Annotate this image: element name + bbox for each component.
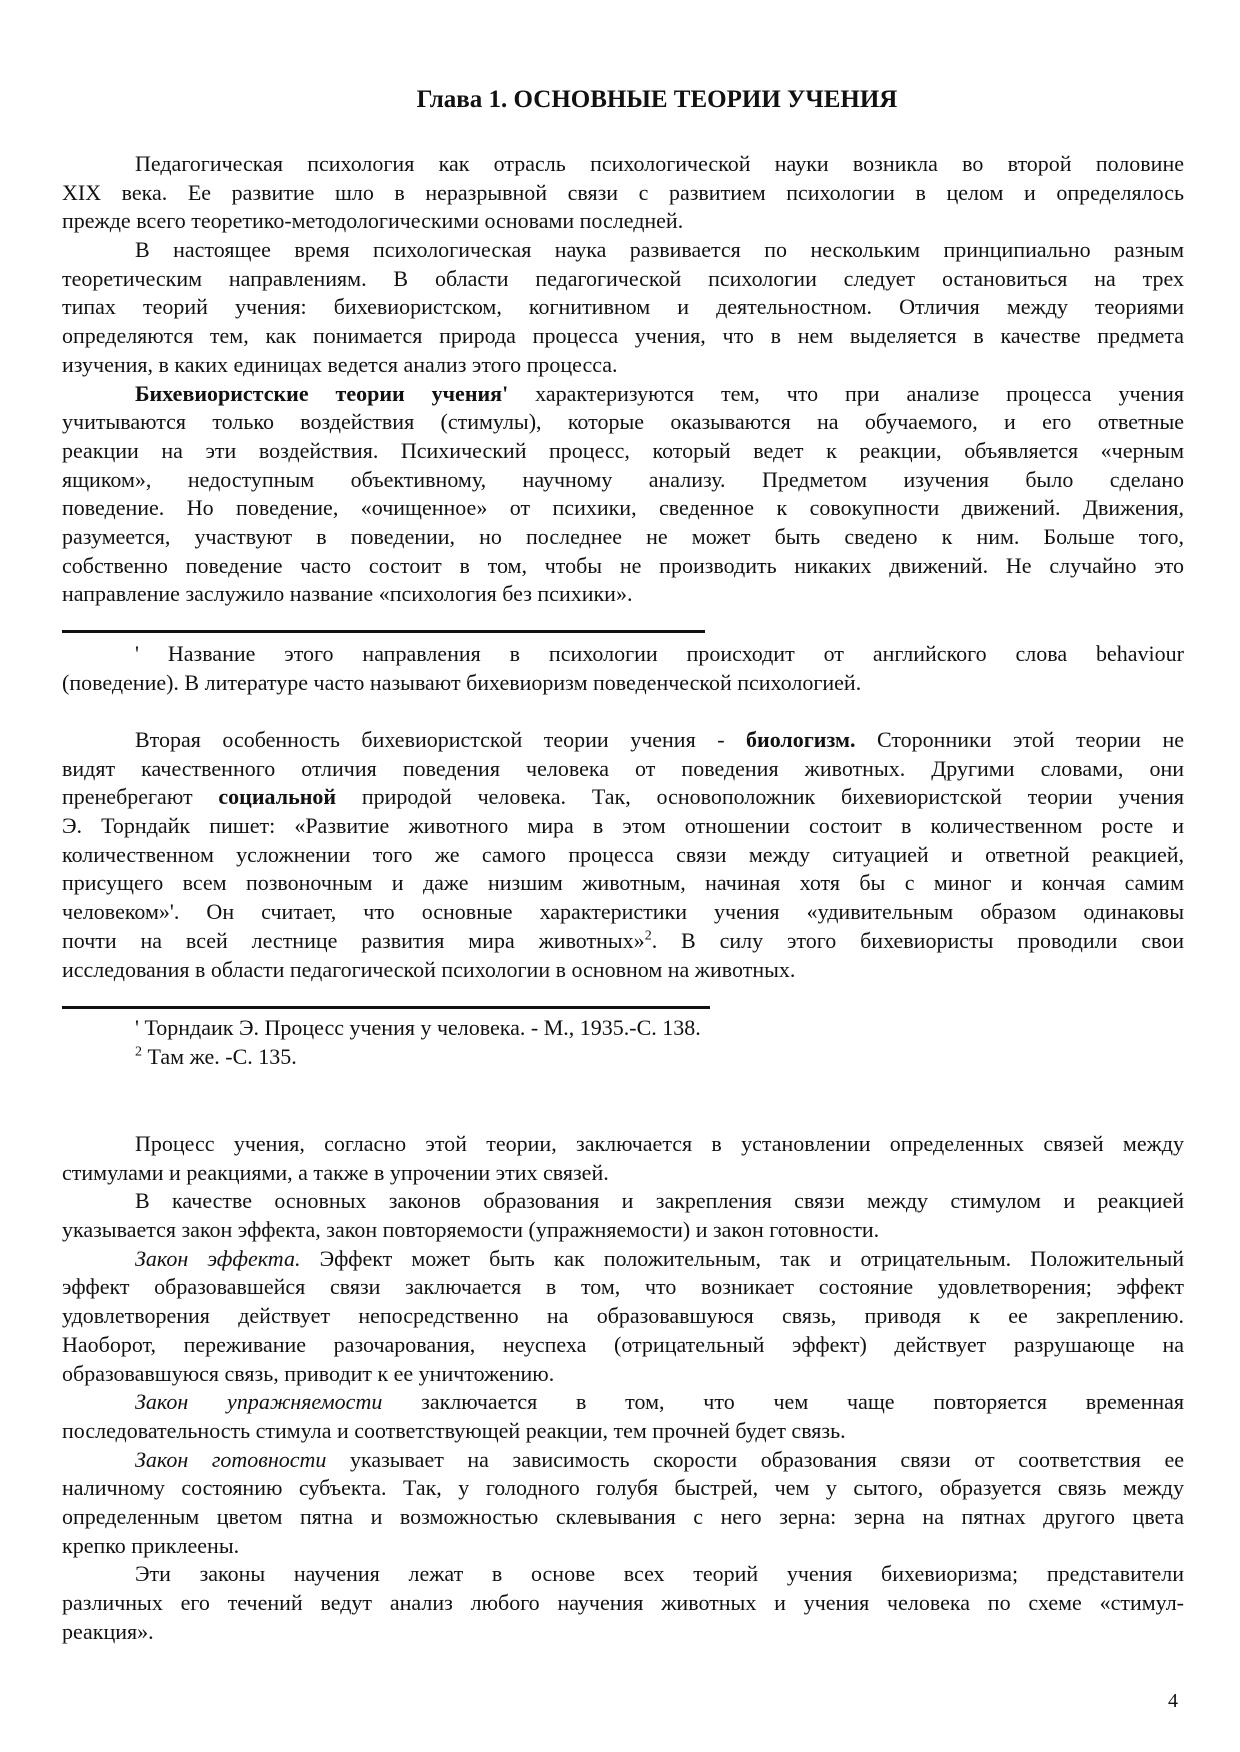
text-line [62, 351, 1184, 380]
text-line [62, 494, 1184, 523]
text-run: Вторая особенность бихевиористской теории учения - [135, 727, 747, 752]
chapter-title: Глава 1. ОСНОВНЫЕ ТЕОРИИ УЧЕНИЯ [416, 86, 898, 113]
text-line [62, 523, 1184, 552]
text-run: крепко приклеены. [62, 1532, 240, 1558]
text-line [62, 927, 1184, 956]
text-run: характеризуются тем, что при анализе процесса учения [508, 380, 1184, 406]
text-run: реакция». [62, 1618, 154, 1644]
italic-term: Закон упражняемости [135, 1389, 383, 1415]
text-run: . В силу этого бихевиористы проводили свои [651, 927, 1184, 953]
footnotes-2 [62, 1014, 1184, 1071]
text-run: Там же. -С. 135. [142, 1043, 297, 1069]
body-section-1 [62, 150, 1184, 609]
text-line [62, 1560, 1184, 1589]
text-line [62, 669, 1184, 698]
text-line [62, 380, 1184, 409]
text-line [62, 1474, 1184, 1503]
text-line [62, 466, 1184, 495]
text-run: присущего всем позвоночным и даже низшим животным, начиная хотя бы с миног и кончая самим [62, 870, 1184, 896]
text-line [62, 726, 1184, 755]
text-line [62, 783, 1184, 812]
text-line [62, 1331, 1184, 1360]
page-number: 4 [1168, 1690, 1178, 1712]
text-line [62, 179, 1184, 208]
text-run: Наоборот, переживание разочарования, неуспеха (отрицательный эффект) действует разрушающе на [62, 1331, 1184, 1357]
text-line [62, 1417, 1184, 1446]
italic-term: Закон готовности [135, 1446, 327, 1472]
text-run: человеком»'. Он считает, что основные характеристики учения «удивительным образом одинаковы [62, 899, 1184, 925]
text-line [62, 1360, 1184, 1389]
text-line [62, 1245, 1184, 1274]
text-line [62, 1589, 1184, 1618]
text-run: собственно поведение часто состоит в том, чтобы не производить никаких движений. Не случайно это [62, 552, 1184, 578]
text-line [62, 1618, 1184, 1647]
text-run: указывается закон эффекта, закон повторяемости (упражняемости) и закон готовности. [62, 1217, 880, 1243]
text-run: указывает на зависимость скорости образования связи от соответствия ее [326, 1446, 1184, 1472]
text-run: пренебрегают [62, 784, 219, 810]
text-line [62, 1446, 1184, 1475]
footnote-marker: 2 [644, 928, 652, 944]
text-run: поведение. Но поведение, «очищенное» от психики, сведенное к совокупности движений. Движения, [62, 495, 1184, 521]
text-line [62, 1273, 1184, 1302]
text-run: Э. Торндайк пишет: «Развитие животного мира в этом отношении состоит в количественном росте и [62, 813, 1184, 839]
text-run: Эти законы научения лежат в основе всех теорий учения бихевиоризма; представители [135, 1561, 1184, 1587]
text-run: ' Название этого направления в психологии происходит от английского слова behaviour [135, 641, 1184, 666]
text-line [62, 580, 1184, 609]
text-line [62, 293, 1184, 322]
text-run: Педагогическая психология как отрасль психологической науки возникла во второй половине [135, 151, 1184, 176]
text-line [62, 1302, 1184, 1331]
text-line [62, 150, 1184, 179]
bold-term: социальной [218, 784, 337, 810]
bold-term: биологизм. [746, 727, 856, 752]
footnote-marker: 2 [135, 1044, 142, 1060]
text-run: разумеется, участвуют в поведении, но последнее не может быть сведено к ним. Больше того, [62, 523, 1184, 549]
bold-term: Бихевиористские теории учения' [135, 380, 509, 406]
text-line [62, 322, 1184, 351]
text-line [62, 1187, 1184, 1216]
text-run: видят качественного отличия поведения человека от поведения животных. Другими словами, они [62, 755, 1184, 781]
text-line [62, 1216, 1184, 1245]
text-run: ' Торндаик Э. Процесс учения у человека. - М., 1935.-С. 138. [135, 1015, 701, 1040]
text-line [62, 869, 1184, 898]
text-run: реакции на эти воздействия. Психический процесс, который ведет к реакции, объявляется «черным [62, 437, 1184, 463]
footnote-divider-2 [62, 1006, 710, 1009]
body-section-2 [62, 726, 1184, 984]
text-run: ящиком», недоступным объективному, научному анализу. Предметом изучения было сделано [62, 466, 1184, 492]
text-run: различных его течений ведут анализ любого научения животных и учения человека по схеме «стимул- [62, 1590, 1184, 1615]
text-line [62, 1014, 1184, 1043]
footnote-divider-1 [62, 630, 705, 633]
text-run: количественном усложнении того же самого процесса связи между ситуацией и ответной реакцией, [62, 841, 1184, 867]
text-run: последовательность стимула и соответствующей реакции, тем прочней будет связь. [62, 1417, 846, 1443]
text-run: направление заслужило название «психология без психики». [62, 581, 633, 607]
text-line [62, 812, 1184, 841]
text-run: XIX века. Ее развитие шло в неразрывной связи с развитием психологии в целом и определялось [62, 179, 1184, 205]
text-line [62, 755, 1184, 784]
text-line [62, 898, 1184, 927]
text-line [62, 552, 1184, 581]
text-line [62, 1043, 1184, 1072]
text-line [62, 1130, 1184, 1159]
text-line [62, 956, 1184, 985]
text-line [62, 841, 1184, 870]
text-line [62, 265, 1184, 294]
italic-term: Закон эффекта. [135, 1245, 301, 1271]
text-run: природой человека. Так, основоположник бихевиористской теории учения [336, 784, 1184, 810]
text-run: исследования в области педагогической психологии в основном на животных. [62, 956, 796, 982]
text-run: почти на всей лестнице развития мира животных» [62, 927, 645, 953]
text-run: (поведение). В литературе часто называют бихевиоризм поведенческой психологией. [62, 669, 862, 695]
text-run: Сторонники этой теории не [855, 727, 1184, 752]
text-line [62, 236, 1184, 265]
body-section-3 [62, 1130, 1184, 1646]
text-line [62, 1388, 1184, 1417]
text-run: Эффект может быть как положительным, так и отрицательным. Положительный [300, 1245, 1184, 1271]
text-run: образовавшуюся связь, приводит к ее уничтожению. [62, 1360, 555, 1386]
text-run: эффект образовавшейся связи заключается в том, что возникает состояние удовлетворения; эффект [62, 1274, 1184, 1300]
text-run: изучения, в каких единицах ведется анализ этого процесса. [62, 351, 618, 377]
text-run: учитываются только воздействия (стимулы), которые оказываются на обучаемого, и его ответные [62, 409, 1184, 435]
text-line [62, 408, 1184, 437]
footnotes-1 [62, 640, 1184, 697]
text-run: Процесс учения, согласно этой теории, заключается в установлении определенных связей между [135, 1131, 1184, 1156]
text-run: теоретическим направлениям. В области педагогической психологии следует остановиться на трех [62, 265, 1184, 291]
text-line [62, 207, 1184, 236]
text-run: стимулами и реакциями, а также в упрочении этих связей. [62, 1159, 609, 1185]
text-line [62, 437, 1184, 466]
text-run: В качестве основных законов образования и закрепления связи между стимулом и реакцией [135, 1188, 1184, 1214]
text-line [62, 640, 1184, 669]
text-run: заключается в том, что чем чаще повторяется временная [382, 1389, 1185, 1415]
text-run: определяются тем, как понимается природа процесса учения, что в нем выделяется в качестве предмета [62, 323, 1184, 349]
text-run: типах теорий учения: бихевиористском, когнитивном и деятельностном. Отличия между теориями [62, 294, 1184, 320]
text-run: наличному состоянию субъекта. Так, у голодного голубя быстрей, чем у сытого, образуется связь между [62, 1475, 1184, 1501]
text-run: определенным цветом пятна и возможностью склевывания с него зерна: зерна на пятнах другого цвета [62, 1503, 1184, 1529]
text-line [62, 1159, 1184, 1188]
text-line [62, 1503, 1184, 1532]
text-run: прежде всего теоретико-методологическими основами последней. [62, 208, 684, 234]
text-run: удовлетворения действует непосредственно на образовавшуюся связь, приводя к ее закреплению. [62, 1303, 1184, 1329]
text-line [62, 1532, 1184, 1561]
text-run: В настоящее время психологическая наука развивается по нескольким принципиально разным [135, 237, 1184, 263]
